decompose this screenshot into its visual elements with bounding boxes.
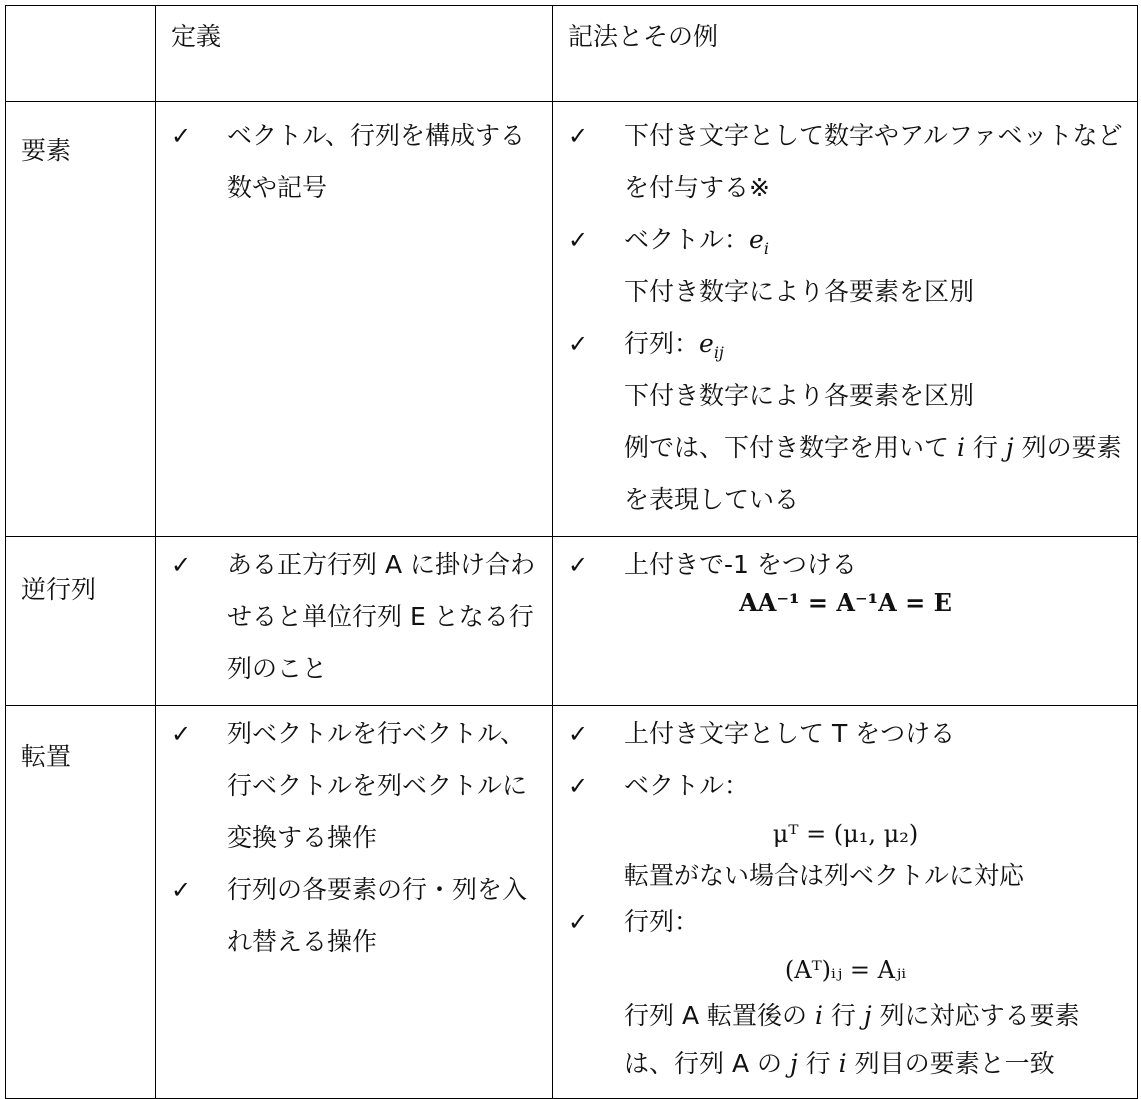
check-icon: ✓ [171, 551, 192, 579]
notation-text: 上付き文字として T をつける [624, 719, 956, 748]
table-row-transpose [6, 706, 1138, 1099]
list-item [568, 896, 1123, 1088]
row-label: 逆行列 [21, 575, 97, 604]
notation-note: 下付き数字により各要素を区別 [624, 381, 975, 410]
definition-cell [156, 537, 553, 706]
header-cell-empty [6, 6, 156, 102]
math-symbol: e [749, 225, 764, 254]
list-item [568, 760, 1123, 896]
definition-text: 列ベクトルを行ベクトル、行ベクトルを列ベクトルに変換する操作 [227, 719, 528, 852]
math-subscript: ij [713, 343, 724, 362]
notation-note: 行列 A 転置後の i 行 j 列に対応する要素は、行列 A の j 行 i 列目の要素と一致 [624, 1001, 1080, 1078]
notation-label: ベクトル： [624, 225, 750, 254]
notation-table [5, 5, 1138, 1099]
check-icon: ✓ [171, 876, 192, 904]
definition-list [171, 708, 538, 968]
notation-cell [553, 102, 1138, 537]
math-subscript: i [763, 239, 769, 258]
header-notation: 記法とその例 [568, 22, 719, 51]
notation-note: 下付き数字により各要素を区別 [624, 277, 975, 306]
list-item [568, 708, 1123, 760]
header-cell-definition [156, 6, 553, 102]
check-icon: ✓ [568, 720, 589, 748]
check-icon: ✓ [568, 122, 589, 150]
definition-cell [156, 102, 553, 537]
check-icon: ✓ [568, 772, 589, 800]
check-icon: ✓ [568, 330, 589, 358]
check-icon: ✓ [171, 720, 192, 748]
list-item [171, 539, 538, 695]
list-item [568, 110, 1123, 214]
definition-text: 行列の各要素の行・列を入れ替える操作 [227, 875, 528, 956]
notation-label: 行列： [624, 329, 700, 358]
notation-cell [553, 537, 1138, 706]
header-definition: 定義 [171, 22, 222, 51]
notation-text: 下付き文字として数字やアルファベットなどを付与する※ [624, 121, 1123, 202]
row-label-cell [6, 537, 156, 706]
row-label-cell [6, 102, 156, 537]
notation-label: 行列： [624, 907, 700, 936]
definition-list [171, 110, 538, 214]
row-label: 要素 [21, 136, 72, 165]
list-item [568, 214, 1123, 318]
row-label: 転置 [21, 742, 72, 771]
definition-text: ある正方行列 A に掛け合わせると単位行列 E となる行列のこと [227, 550, 535, 683]
notation-example: 例では、下付き数字を用いて i 行 j 列の要素を表現している [624, 433, 1122, 514]
list-item [171, 708, 538, 864]
row-label-cell [6, 706, 156, 1099]
notation-list [568, 708, 1123, 1088]
header-cell-notation [553, 6, 1138, 102]
inverse-equation: AA⁻¹ = A⁻¹A = E [739, 588, 952, 617]
list-item [171, 110, 538, 214]
definition-text: ベクトル、行列を構成する数や記号 [227, 121, 526, 202]
list-item [171, 864, 538, 968]
definition-list [171, 539, 538, 695]
check-icon: ✓ [171, 122, 192, 150]
definition-cell [156, 706, 553, 1099]
notation-cell [553, 706, 1138, 1099]
check-icon: ✓ [568, 551, 589, 579]
table-row-inverse [6, 537, 1138, 706]
notation-note: 転置がない場合は列ベクトルに対応 [624, 861, 1025, 890]
header-row [6, 6, 1138, 102]
vector-transpose-equation: μᵀ = (μ₁, μ₂) [772, 820, 919, 848]
matrix-transpose-equation: (Aᵀ)ᵢⱼ = Aⱼᵢ [784, 956, 907, 984]
list-item [568, 318, 1123, 526]
notation-text: 上付きで-1 をつける [624, 550, 857, 579]
math-symbol: e [699, 329, 714, 358]
check-icon: ✓ [568, 908, 589, 936]
notation-list [568, 110, 1123, 526]
table-row-element [6, 102, 1138, 537]
check-icon: ✓ [568, 226, 589, 254]
notation-label: ベクトル： [624, 771, 750, 800]
